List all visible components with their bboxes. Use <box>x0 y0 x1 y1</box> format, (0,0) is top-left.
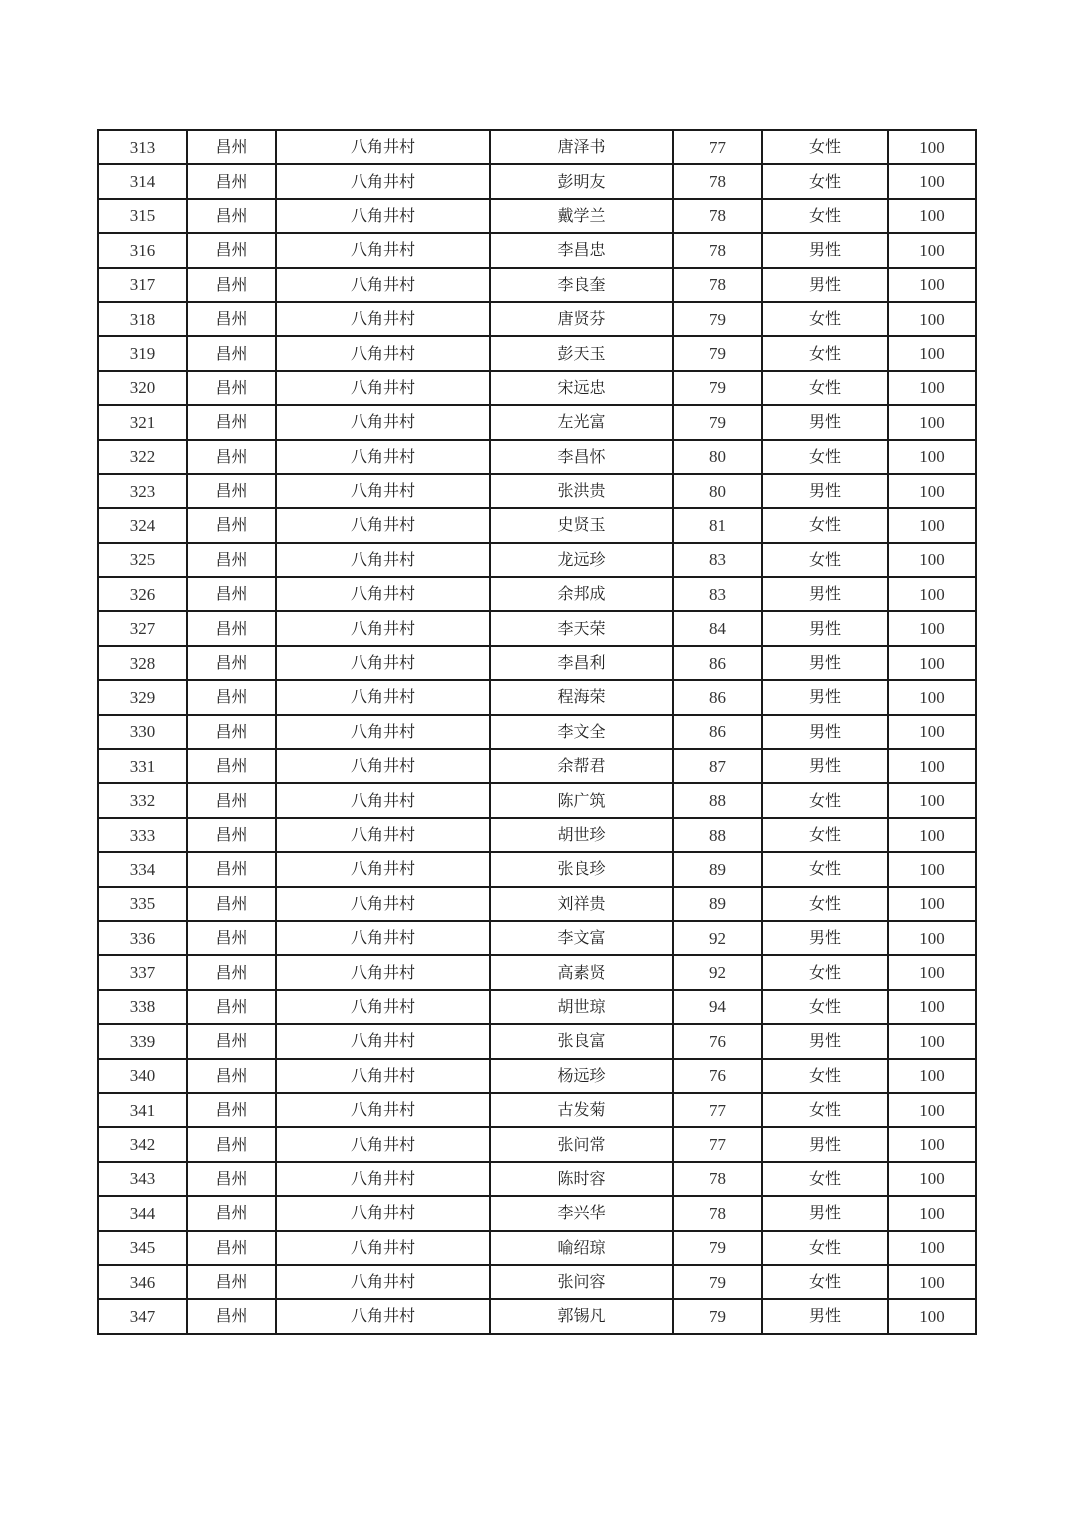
table-row <box>98 268 976 302</box>
cell-village: 八角井村 <box>276 164 490 198</box>
cell-gender: 男性 <box>762 1127 888 1161</box>
cell-age: 84 <box>673 611 762 645</box>
table-row <box>98 1196 976 1230</box>
cell-village: 八角井村 <box>276 371 490 405</box>
cell-village: 八角井村 <box>276 1265 490 1299</box>
cell-amount: 100 <box>888 783 976 817</box>
cell-area: 昌州 <box>187 405 276 439</box>
cell-gender: 男性 <box>762 268 888 302</box>
table-row <box>98 611 976 645</box>
cell-serial-number: 327 <box>98 611 187 645</box>
cell-village: 八角井村 <box>276 302 490 336</box>
table-row <box>98 1024 976 1058</box>
cell-area: 昌州 <box>187 371 276 405</box>
table-row <box>98 440 976 474</box>
cell-amount: 100 <box>888 1024 976 1058</box>
cell-area: 昌州 <box>187 646 276 680</box>
cell-serial-number: 317 <box>98 268 187 302</box>
cell-village: 八角井村 <box>276 440 490 474</box>
cell-area: 昌州 <box>187 577 276 611</box>
table-row <box>98 887 976 921</box>
cell-area: 昌州 <box>187 268 276 302</box>
cell-age: 88 <box>673 818 762 852</box>
cell-area: 昌州 <box>187 336 276 370</box>
cell-person-name: 高素贤 <box>490 955 673 989</box>
cell-gender: 女性 <box>762 130 888 164</box>
table-row <box>98 1231 976 1265</box>
cell-age: 87 <box>673 749 762 783</box>
cell-age: 86 <box>673 646 762 680</box>
cell-village: 八角井村 <box>276 887 490 921</box>
cell-serial-number: 337 <box>98 955 187 989</box>
cell-person-name: 古发菊 <box>490 1093 673 1127</box>
cell-area: 昌州 <box>187 955 276 989</box>
cell-gender: 女性 <box>762 783 888 817</box>
cell-amount: 100 <box>888 1059 976 1093</box>
cell-gender: 男性 <box>762 1024 888 1058</box>
cell-amount: 100 <box>888 1093 976 1127</box>
cell-person-name: 程海荣 <box>490 680 673 714</box>
cell-age: 76 <box>673 1024 762 1058</box>
cell-village: 八角井村 <box>276 1299 490 1333</box>
cell-person-name: 喻绍琼 <box>490 1231 673 1265</box>
table-row <box>98 646 976 680</box>
cell-person-name: 李文富 <box>490 921 673 955</box>
cell-area: 昌州 <box>187 921 276 955</box>
table-row <box>98 1299 976 1333</box>
cell-gender: 男性 <box>762 921 888 955</box>
cell-amount: 100 <box>888 577 976 611</box>
cell-person-name: 李兴华 <box>490 1196 673 1230</box>
cell-person-name: 龙远珍 <box>490 543 673 577</box>
cell-area: 昌州 <box>187 543 276 577</box>
cell-person-name: 郭锡凡 <box>490 1299 673 1333</box>
cell-serial-number: 333 <box>98 818 187 852</box>
cell-gender: 男性 <box>762 577 888 611</box>
cell-age: 78 <box>673 1196 762 1230</box>
cell-serial-number: 332 <box>98 783 187 817</box>
cell-person-name: 李昌忠 <box>490 233 673 267</box>
cell-person-name: 陈时容 <box>490 1162 673 1196</box>
cell-village: 八角井村 <box>276 474 490 508</box>
cell-gender: 男性 <box>762 646 888 680</box>
table-row <box>98 302 976 336</box>
cell-person-name: 宋远忠 <box>490 371 673 405</box>
cell-amount: 100 <box>888 611 976 645</box>
cell-serial-number: 329 <box>98 680 187 714</box>
table-row <box>98 405 976 439</box>
cell-person-name: 张问容 <box>490 1265 673 1299</box>
cell-village: 八角井村 <box>276 783 490 817</box>
cell-age: 83 <box>673 543 762 577</box>
table-row <box>98 955 976 989</box>
cell-age: 78 <box>673 1162 762 1196</box>
table-row <box>98 680 976 714</box>
cell-age: 79 <box>673 1231 762 1265</box>
cell-amount: 100 <box>888 1299 976 1333</box>
cell-person-name: 李良奎 <box>490 268 673 302</box>
cell-person-name: 唐贤芬 <box>490 302 673 336</box>
cell-gender: 男性 <box>762 233 888 267</box>
cell-age: 94 <box>673 990 762 1024</box>
cell-serial-number: 346 <box>98 1265 187 1299</box>
cell-serial-number: 339 <box>98 1024 187 1058</box>
cell-person-name: 胡世珍 <box>490 818 673 852</box>
cell-gender: 女性 <box>762 164 888 198</box>
cell-gender: 女性 <box>762 371 888 405</box>
cell-serial-number: 338 <box>98 990 187 1024</box>
cell-village: 八角井村 <box>276 852 490 886</box>
cell-serial-number: 341 <box>98 1093 187 1127</box>
table-row <box>98 990 976 1024</box>
cell-area: 昌州 <box>187 1127 276 1161</box>
cell-serial-number: 326 <box>98 577 187 611</box>
cell-village: 八角井村 <box>276 1162 490 1196</box>
cell-amount: 100 <box>888 440 976 474</box>
cell-serial-number: 320 <box>98 371 187 405</box>
cell-age: 79 <box>673 336 762 370</box>
cell-person-name: 唐泽书 <box>490 130 673 164</box>
cell-serial-number: 345 <box>98 1231 187 1265</box>
cell-age: 79 <box>673 1299 762 1333</box>
cell-area: 昌州 <box>187 474 276 508</box>
cell-serial-number: 336 <box>98 921 187 955</box>
cell-serial-number: 321 <box>98 405 187 439</box>
cell-age: 77 <box>673 1093 762 1127</box>
cell-village: 八角井村 <box>276 680 490 714</box>
cell-serial-number: 340 <box>98 1059 187 1093</box>
cell-amount: 100 <box>888 199 976 233</box>
table-row <box>98 474 976 508</box>
cell-age: 92 <box>673 955 762 989</box>
table-row <box>98 921 976 955</box>
cell-age: 79 <box>673 371 762 405</box>
cell-gender: 女性 <box>762 543 888 577</box>
cell-village: 八角井村 <box>276 199 490 233</box>
cell-gender: 男性 <box>762 1299 888 1333</box>
cell-gender: 男性 <box>762 715 888 749</box>
cell-village: 八角井村 <box>276 405 490 439</box>
table-row <box>98 818 976 852</box>
cell-area: 昌州 <box>187 749 276 783</box>
cell-gender: 女性 <box>762 1231 888 1265</box>
cell-gender: 男性 <box>762 474 888 508</box>
cell-area: 昌州 <box>187 508 276 542</box>
table-row <box>98 852 976 886</box>
cell-village: 八角井村 <box>276 818 490 852</box>
cell-age: 78 <box>673 199 762 233</box>
cell-person-name: 张问常 <box>490 1127 673 1161</box>
roster-body <box>98 130 976 1334</box>
table-row <box>98 1127 976 1161</box>
cell-amount: 100 <box>888 405 976 439</box>
cell-amount: 100 <box>888 1265 976 1299</box>
cell-area: 昌州 <box>187 233 276 267</box>
cell-amount: 100 <box>888 474 976 508</box>
cell-age: 92 <box>673 921 762 955</box>
cell-person-name: 张洪贵 <box>490 474 673 508</box>
cell-person-name: 戴学兰 <box>490 199 673 233</box>
cell-village: 八角井村 <box>276 577 490 611</box>
cell-area: 昌州 <box>187 1231 276 1265</box>
cell-serial-number: 344 <box>98 1196 187 1230</box>
table-row <box>98 130 976 164</box>
cell-amount: 100 <box>888 302 976 336</box>
cell-village: 八角井村 <box>276 1059 490 1093</box>
cell-person-name: 史贤玉 <box>490 508 673 542</box>
cell-person-name: 刘祥贵 <box>490 887 673 921</box>
cell-amount: 100 <box>888 921 976 955</box>
cell-person-name: 李文全 <box>490 715 673 749</box>
cell-serial-number: 324 <box>98 508 187 542</box>
cell-person-name: 胡世琼 <box>490 990 673 1024</box>
cell-serial-number: 319 <box>98 336 187 370</box>
cell-age: 80 <box>673 474 762 508</box>
cell-amount: 100 <box>888 130 976 164</box>
cell-serial-number: 325 <box>98 543 187 577</box>
cell-amount: 100 <box>888 887 976 921</box>
cell-village: 八角井村 <box>276 543 490 577</box>
cell-village: 八角井村 <box>276 1127 490 1161</box>
cell-person-name: 陈广筑 <box>490 783 673 817</box>
table-row <box>98 199 976 233</box>
cell-serial-number: 316 <box>98 233 187 267</box>
cell-area: 昌州 <box>187 715 276 749</box>
cell-person-name: 李天荣 <box>490 611 673 645</box>
cell-amount: 100 <box>888 1162 976 1196</box>
cell-gender: 女性 <box>762 302 888 336</box>
cell-village: 八角井村 <box>276 955 490 989</box>
cell-gender: 女性 <box>762 990 888 1024</box>
cell-amount: 100 <box>888 1127 976 1161</box>
cell-gender: 女性 <box>762 1162 888 1196</box>
cell-village: 八角井村 <box>276 1024 490 1058</box>
cell-amount: 100 <box>888 646 976 680</box>
cell-serial-number: 330 <box>98 715 187 749</box>
cell-gender: 女性 <box>762 852 888 886</box>
table-row <box>98 715 976 749</box>
table-row <box>98 1093 976 1127</box>
cell-amount: 100 <box>888 955 976 989</box>
cell-area: 昌州 <box>187 818 276 852</box>
cell-area: 昌州 <box>187 1093 276 1127</box>
cell-village: 八角井村 <box>276 130 490 164</box>
cell-amount: 100 <box>888 749 976 783</box>
cell-serial-number: 314 <box>98 164 187 198</box>
cell-amount: 100 <box>888 233 976 267</box>
cell-age: 77 <box>673 1127 762 1161</box>
cell-area: 昌州 <box>187 130 276 164</box>
cell-gender: 女性 <box>762 199 888 233</box>
cell-gender: 女性 <box>762 1265 888 1299</box>
table-row <box>98 1059 976 1093</box>
cell-age: 89 <box>673 852 762 886</box>
cell-person-name: 左光富 <box>490 405 673 439</box>
cell-amount: 100 <box>888 990 976 1024</box>
cell-village: 八角井村 <box>276 611 490 645</box>
cell-serial-number: 322 <box>98 440 187 474</box>
cell-amount: 100 <box>888 1231 976 1265</box>
cell-age: 78 <box>673 233 762 267</box>
cell-area: 昌州 <box>187 611 276 645</box>
cell-village: 八角井村 <box>276 233 490 267</box>
table-row <box>98 749 976 783</box>
table-row <box>98 233 976 267</box>
cell-age: 79 <box>673 302 762 336</box>
cell-area: 昌州 <box>187 680 276 714</box>
cell-village: 八角井村 <box>276 646 490 680</box>
cell-gender: 男性 <box>762 611 888 645</box>
table-row <box>98 577 976 611</box>
cell-age: 76 <box>673 1059 762 1093</box>
cell-gender: 女性 <box>762 818 888 852</box>
table-row <box>98 543 976 577</box>
cell-gender: 女性 <box>762 508 888 542</box>
cell-area: 昌州 <box>187 783 276 817</box>
cell-age: 79 <box>673 1265 762 1299</box>
cell-person-name: 彭明友 <box>490 164 673 198</box>
cell-serial-number: 335 <box>98 887 187 921</box>
cell-age: 79 <box>673 405 762 439</box>
cell-age: 80 <box>673 440 762 474</box>
cell-gender: 女性 <box>762 887 888 921</box>
cell-age: 89 <box>673 887 762 921</box>
cell-person-name: 李昌怀 <box>490 440 673 474</box>
cell-amount: 100 <box>888 1196 976 1230</box>
table-row <box>98 783 976 817</box>
cell-age: 86 <box>673 715 762 749</box>
cell-person-name: 余邦成 <box>490 577 673 611</box>
cell-area: 昌州 <box>187 1299 276 1333</box>
cell-village: 八角井村 <box>276 715 490 749</box>
cell-gender: 女性 <box>762 1093 888 1127</box>
cell-area: 昌州 <box>187 852 276 886</box>
cell-area: 昌州 <box>187 990 276 1024</box>
cell-gender: 女性 <box>762 336 888 370</box>
cell-area: 昌州 <box>187 1196 276 1230</box>
cell-gender: 女性 <box>762 955 888 989</box>
cell-area: 昌州 <box>187 1265 276 1299</box>
cell-village: 八角井村 <box>276 1196 490 1230</box>
cell-person-name: 杨远珍 <box>490 1059 673 1093</box>
table-row <box>98 1162 976 1196</box>
cell-age: 86 <box>673 680 762 714</box>
cell-serial-number: 328 <box>98 646 187 680</box>
cell-amount: 100 <box>888 680 976 714</box>
cell-serial-number: 347 <box>98 1299 187 1333</box>
cell-village: 八角井村 <box>276 508 490 542</box>
cell-amount: 100 <box>888 543 976 577</box>
cell-age: 77 <box>673 130 762 164</box>
cell-amount: 100 <box>888 268 976 302</box>
cell-age: 83 <box>673 577 762 611</box>
cell-village: 八角井村 <box>276 990 490 1024</box>
cell-village: 八角井村 <box>276 749 490 783</box>
cell-person-name: 李昌利 <box>490 646 673 680</box>
cell-serial-number: 315 <box>98 199 187 233</box>
cell-age: 88 <box>673 783 762 817</box>
table-row <box>98 1265 976 1299</box>
cell-person-name: 余帮君 <box>490 749 673 783</box>
cell-area: 昌州 <box>187 164 276 198</box>
cell-person-name: 张良珍 <box>490 852 673 886</box>
cell-serial-number: 313 <box>98 130 187 164</box>
table-row <box>98 164 976 198</box>
cell-village: 八角井村 <box>276 336 490 370</box>
cell-gender: 男性 <box>762 680 888 714</box>
cell-village: 八角井村 <box>276 1231 490 1265</box>
cell-area: 昌州 <box>187 887 276 921</box>
cell-amount: 100 <box>888 715 976 749</box>
cell-amount: 100 <box>888 818 976 852</box>
cell-amount: 100 <box>888 371 976 405</box>
cell-age: 78 <box>673 164 762 198</box>
cell-gender: 男性 <box>762 1196 888 1230</box>
cell-amount: 100 <box>888 852 976 886</box>
cell-serial-number: 323 <box>98 474 187 508</box>
cell-serial-number: 318 <box>98 302 187 336</box>
cell-amount: 100 <box>888 336 976 370</box>
cell-serial-number: 334 <box>98 852 187 886</box>
cell-amount: 100 <box>888 508 976 542</box>
cell-area: 昌州 <box>187 1024 276 1058</box>
cell-person-name: 张良富 <box>490 1024 673 1058</box>
cell-gender: 男性 <box>762 749 888 783</box>
roster-table <box>97 129 977 1335</box>
table-row <box>98 508 976 542</box>
cell-person-name: 彭天玉 <box>490 336 673 370</box>
cell-gender: 男性 <box>762 405 888 439</box>
cell-area: 昌州 <box>187 1162 276 1196</box>
cell-area: 昌州 <box>187 199 276 233</box>
cell-age: 81 <box>673 508 762 542</box>
cell-serial-number: 331 <box>98 749 187 783</box>
cell-area: 昌州 <box>187 302 276 336</box>
cell-village: 八角井村 <box>276 268 490 302</box>
cell-age: 78 <box>673 268 762 302</box>
cell-amount: 100 <box>888 164 976 198</box>
cell-area: 昌州 <box>187 1059 276 1093</box>
table-row <box>98 336 976 370</box>
cell-village: 八角井村 <box>276 1093 490 1127</box>
cell-gender: 女性 <box>762 440 888 474</box>
table-row <box>98 371 976 405</box>
cell-serial-number: 343 <box>98 1162 187 1196</box>
cell-village: 八角井村 <box>276 921 490 955</box>
cell-gender: 女性 <box>762 1059 888 1093</box>
cell-serial-number: 342 <box>98 1127 187 1161</box>
cell-area: 昌州 <box>187 440 276 474</box>
